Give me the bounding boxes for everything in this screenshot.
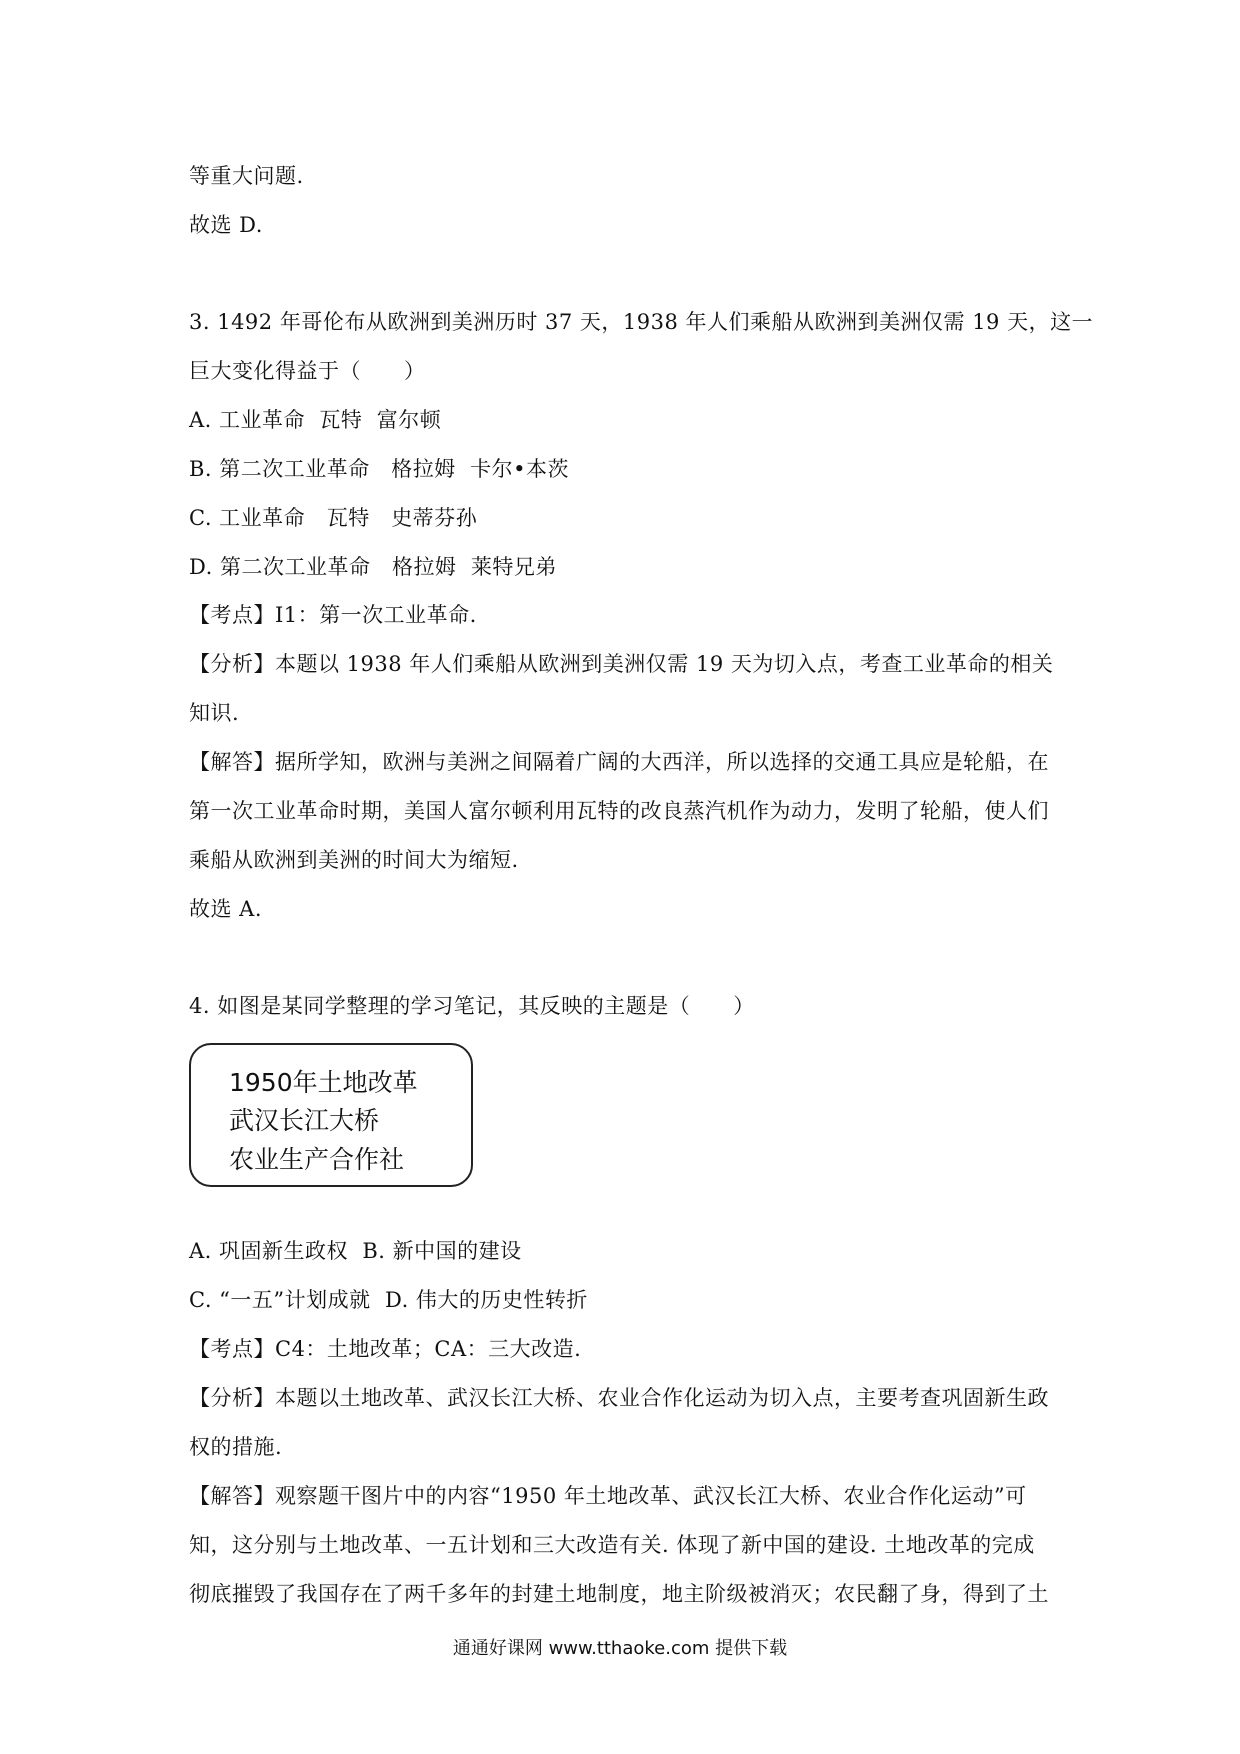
q3-option-d: D. 第二次工业革命 格拉姆 莱特兄弟 <box>189 555 557 579</box>
q3-stem-line1: 3. 1492 年哥伦布从欧洲到美洲历时 37 天，1938 年人们乘船从欧洲到美洲仅需 19 天，这一 <box>189 310 1094 334</box>
note-line-cooperative: 农业生产合作社 <box>229 1145 405 1174</box>
q3-option-a: A. 工业革命 瓦特 富尔顿 <box>189 408 442 432</box>
q3-option-c: C. 工业革命 瓦特 史蒂芬孙 <box>189 506 478 530</box>
q3-fenxi-line2: 知识. <box>189 701 240 725</box>
q4-stem: 4. 如图是某同学整理的学习笔记，其反映的主题是（ ） <box>189 994 755 1018</box>
q4-options-line2: C. “一五”计划成就 D. 伟大的历史性转折 <box>189 1288 588 1312</box>
q3-fenxi-line1: 【分析】本题以 1938 年人们乘船从欧洲到美洲仅需 19 天为切入点，考查工业革命的相关 <box>189 652 1054 676</box>
note-line-land-reform: 1950年土地改革 <box>229 1068 418 1097</box>
note-line-bridge: 武汉长江大桥 <box>229 1106 380 1135</box>
page-footer: 通通好课网 www.tthaoke.com 提供下载 <box>452 1638 788 1659</box>
q3-jieda-line2: 第一次工业革命时期，美国人富尔顿利用瓦特的改良蒸汽机作为动力，发明了轮船，使人们 <box>189 799 1049 823</box>
q3-stem-line2: 巨大变化得益于（ ） <box>189 359 426 383</box>
q4-kaodian: 【考点】C4：土地改革；CA：三大改造. <box>189 1337 582 1361</box>
q4-options-line1: A. 巩固新生政权 B. 新中国的建设 <box>189 1239 522 1263</box>
q4-jieda-line3: 彻底摧毁了我国存在了两千多年的封建土地制度，地主阶级被消灭；农民翻了身，得到了土 <box>189 1582 1049 1606</box>
q4-jieda-line1: 【解答】观察题干图片中的内容“1950 年土地改革、武汉长江大桥、农业合作化运动”可 <box>189 1484 1027 1508</box>
q3-jieda-line3: 乘船从欧洲到美洲的时间大为缩短. <box>189 848 519 872</box>
q4-jieda-line2: 知，这分别与土地改革、一五计划和三大改造有关. 体现了新中国的建设. 土地改革的完成 <box>189 1533 1035 1557</box>
q3-jieda-line1: 【解答】据所学知，欧洲与美洲之间隔着广阔的大西洋，所以选择的交通工具应是轮船，在 <box>189 750 1049 774</box>
q4-fenxi-line2: 权的措施. <box>189 1435 283 1459</box>
q4-fenxi-line1: 【分析】本题以土地改革、武汉长江大桥、农业合作化运动为切入点，主要考查巩固新生政 <box>189 1386 1049 1410</box>
q3-answer: 故选 A. <box>189 897 263 921</box>
q2-text-line: 等重大问题. <box>189 164 304 188</box>
q3-option-b: B. 第二次工业革命 格拉姆 卡尔•本茨 <box>189 457 570 481</box>
q3-kaodian: 【考点】I1：第一次工业革命. <box>189 603 477 627</box>
q2-answer: 故选 D. <box>189 213 263 237</box>
study-notes-figure <box>189 1043 473 1187</box>
